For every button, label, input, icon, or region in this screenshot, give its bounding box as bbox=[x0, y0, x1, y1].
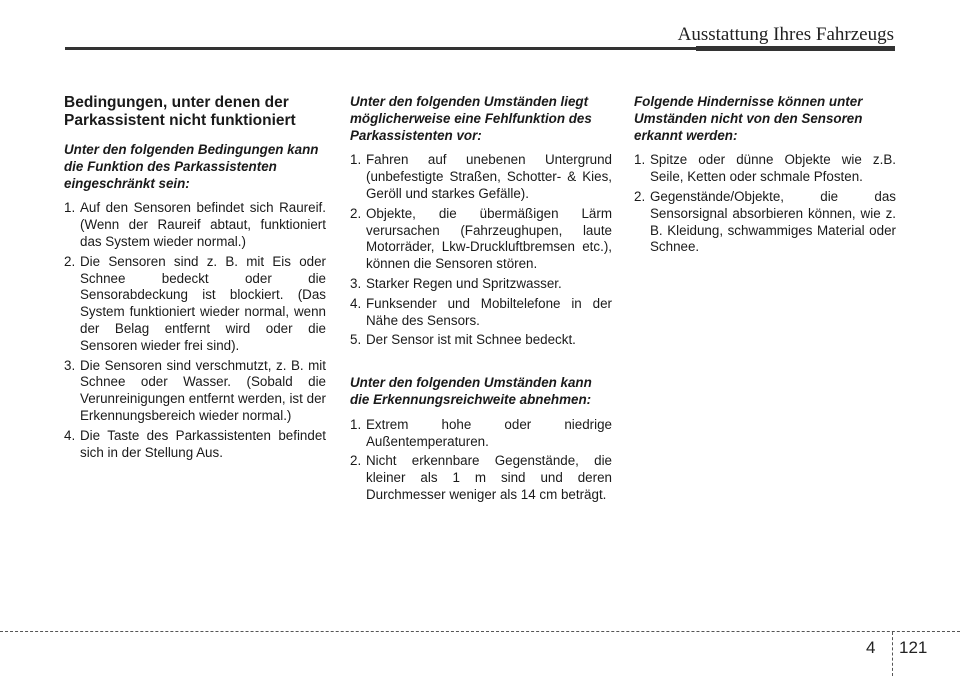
list-item bbox=[350, 417, 612, 451]
header-rule-accent bbox=[696, 46, 895, 51]
item-text: Die Sensoren sind z. B. mit Eis oder Schnee bedeckt oder die Sensorabdeckung ist blockiert. (Das System funktioniert wieder normal, wenn der Belag entfernt wird oder die Sensoren wieder frei sind). bbox=[80, 253, 326, 353]
list-item bbox=[634, 189, 896, 256]
column-3 bbox=[634, 94, 896, 259]
item-number: 1. bbox=[64, 200, 76, 216]
item-text: Gegenstände/Objekte, die das Sensorsignal absorbieren können, wie z. B. Kleidung, schwammiges Material oder Schnee. bbox=[650, 188, 896, 255]
item-number: 4. bbox=[350, 295, 362, 311]
item-text: Nicht erkennbare Gegenstände, die kleiner als 1 m sind und deren Durchmesser weniger als 14 cm beträgt. bbox=[366, 453, 612, 502]
page-number-divider bbox=[892, 632, 893, 676]
list-item bbox=[634, 152, 896, 186]
page-number: 121 bbox=[899, 638, 928, 657]
list-item bbox=[64, 254, 326, 355]
item-text: Auf den Sensoren befindet sich Raureif. (Wenn der Raureif abtaut, funktioniert das System wieder normal.) bbox=[80, 200, 326, 249]
range-list bbox=[350, 417, 612, 504]
item-number: 2. bbox=[634, 188, 646, 204]
subheading-range-reduced: Unter den folgenden Umständen kann die Erkennungsreichweite abnehmen: bbox=[350, 375, 592, 407]
subheading-obstacles: Folgende Hindernisse können unter Umständen nicht von den Sensoren erkannt werden: bbox=[634, 94, 863, 143]
conditions-list bbox=[64, 200, 326, 461]
item-text: Die Taste des Parkassistenten befindet sich in der Stellung Aus. bbox=[80, 427, 326, 460]
item-number: 5. bbox=[350, 332, 362, 348]
header-title: Ausstattung Ihres Fahrzeugs bbox=[677, 24, 894, 45]
item-text: Objekte, die übermäßigen Lärm verursachen (Fahrzeughupen, laute Motorräder, Lkw-Druckluftbremsen etc.), können die Sensoren stören. bbox=[366, 205, 612, 272]
item-number: 1. bbox=[350, 416, 362, 432]
column-1 bbox=[64, 94, 326, 464]
malfunction-list bbox=[350, 152, 612, 349]
subheading-limited-function: Unter den folgenden Bedingungen kann die Funktion des Parkassistenten eingeschränkt sein: bbox=[64, 142, 319, 191]
list-item bbox=[64, 358, 326, 425]
list-item bbox=[64, 428, 326, 462]
subheading-malfunction: Unter den folgenden Umständen liegt möglicherweise eine Fehlfunktion des Parkassistenten vor: bbox=[350, 94, 592, 143]
list-item bbox=[64, 200, 326, 250]
item-number: 2. bbox=[350, 453, 362, 469]
item-text: Funksender und Mobiltelefone in der Nähe des Sensors. bbox=[366, 295, 612, 328]
item-text: Der Sensor ist mit Schnee bedeckt. bbox=[366, 332, 576, 348]
item-text: Starker Regen und Spritzwasser. bbox=[366, 275, 562, 291]
item-number: 4. bbox=[64, 427, 76, 443]
item-text: Spitze oder dünne Objekte wie z.B. Seile, Ketten oder schmale Pfosten. bbox=[650, 152, 896, 185]
item-text: Extrem hohe oder niedrige Außentemperaturen. bbox=[366, 416, 612, 449]
section-heading: Bedingungen, unter denen der Parkassistent nicht funktioniert bbox=[64, 94, 296, 129]
footer-divider bbox=[0, 631, 960, 632]
column-2 bbox=[350, 94, 612, 507]
list-item bbox=[350, 206, 612, 273]
list-item bbox=[350, 276, 612, 293]
list-item bbox=[350, 152, 612, 202]
item-number: 3. bbox=[64, 357, 76, 373]
obstacles-list bbox=[634, 152, 896, 256]
item-number: 1. bbox=[350, 152, 362, 168]
item-number: 2. bbox=[64, 253, 76, 269]
item-text: Die Sensoren sind verschmutzt, z. B. mit Schnee oder Wasser. (Sobald die Verunreinigungen entfernt werden, ist der Erkennungsbereich wieder normal.) bbox=[80, 357, 326, 423]
list-item bbox=[350, 296, 612, 330]
item-number: 2. bbox=[350, 205, 362, 221]
chapter-number: 4 bbox=[866, 638, 876, 657]
item-number: 3. bbox=[350, 275, 362, 291]
list-item bbox=[350, 453, 612, 503]
item-text: Fahren auf unebenen Untergrund (unbefestigte Straßen, Schotter- & Kies, Geröll und starkes Gefälle). bbox=[366, 152, 612, 201]
item-number: 1. bbox=[634, 152, 646, 168]
list-item bbox=[350, 332, 612, 349]
